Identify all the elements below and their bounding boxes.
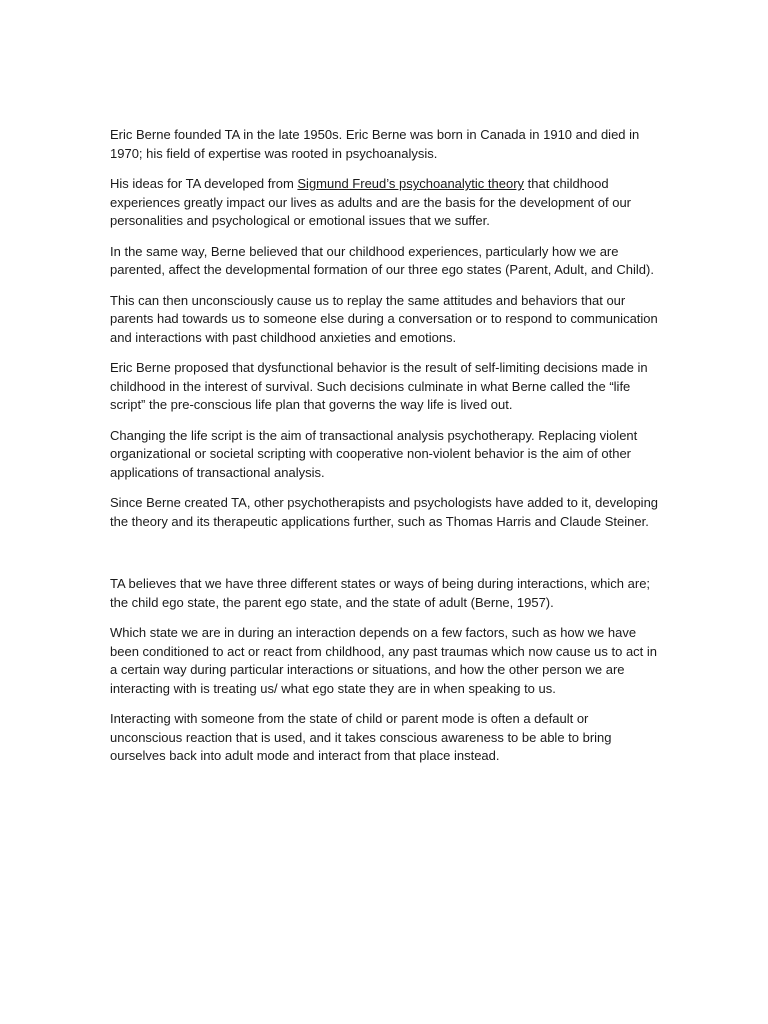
freud-theory-link[interactable]: Sigmund Freud’s psychoanalytic theory: [297, 176, 525, 191]
paragraph-adult-mode: Interacting with someone from the state of child or parent mode is often a default or unconscious reaction that is used, and it takes conscious awareness to be able to bring ourselves back into adult mode and interact from that place instead.: [110, 711, 612, 763]
paragraph-later-contributors: Since Berne created TA, other psychotherapists and psychologists have added to it, developing the theory and its therapeutic applications further, such as Thomas Harris and Claude Steiner.: [110, 495, 659, 529]
paragraph-berne-founding: Eric Berne founded TA in the late 1950s. Eric Berne was born in Canada in 1910 and died in 1970; his field of expertise was rooted in psychoanalysis.: [110, 127, 640, 161]
document-body: [110, 126, 662, 778]
paragraph-ego-states-formation: In the same way, Berne believed that our childhood experiences, particularly how we are parented, affect the developmental formation of our three ego states (Parent, Adult, and Child).: [110, 243, 654, 277]
paragraph-life-script: Eric Berne proposed that dysfunctional behavior is the result of self-limiting decisions made in childhood in the interest of survival. Such decisions culminate in what Berne called the “life script” the pre-conscious life plan that governs the way life is lived out.: [110, 360, 648, 412]
paragraph-state-factors: Which state we are in during an interaction depends on a few factors, such as how we have been conditioned to act or react from childhood, any past traumas which now cause us to act in a certain way during particular interactions or situations, and how the other person we are interacting with is treating us/ what ego state they are in when speaking to us.: [110, 625, 658, 696]
paragraph-freud-rest: that childhood experiences greatly impact our lives as adults and are the basis for the development of our personalities and psychological or emotional issues that we suffer.: [110, 176, 632, 228]
paragraph-changing-script: Changing the life script is the aim of transactional analysis psychotherapy. Replacing violent organizational or societal scripting with cooperative non-violent behavior is the aim of other applications of transactional analysis.: [110, 427, 638, 480]
paragraph-freud-influence: [110, 175, 662, 231]
paragraph-freud-lead: His ideas for TA developed from: [110, 176, 298, 191]
paragraph-three-states: TA believes that we have three different states or ways of being during interactions, which are; the child ego state, the parent ego state, and the state of adult (Berne, 1957).: [110, 576, 651, 610]
paragraph-replay-attitudes: This can then unconsciously cause us to replay the same attitudes and behaviors that our parents had towards us to someone else during a conversation or to respond to communication and interactions with past childhood anxieties and emotions.: [110, 292, 658, 345]
